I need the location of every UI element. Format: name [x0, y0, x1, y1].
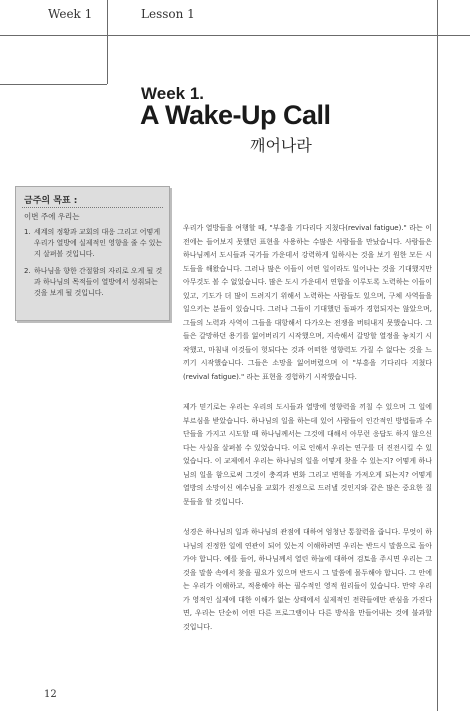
body-paragraph: 성경은 하나님의 일과 하나님의 관점에 대하여 엄청난 통찰력을 줍니다. 무엇이 하나님의 진정한 일에 연관이 되어 있는지 이해하려면 우리는 반드시 말씀으로 돌아가야 합니다. 예를 들어, 하나님께서 열린 하늘에 대하여 검토을 주시면 우리는 그것을 말씀 속에서 찾을 필요가 있으며 반드시 그 말씀에 몰두해야 합니다. 그 안에는 우리가 이해하고, 적용해야 하는 필수적인 영적 원리들이 있습니다. 만약 우리가 영적인 실제에 대한 이해가 없는 상태에서 실제적인 전략들에만 관심을 가진다면, 우리는 단순히 어떤 다른 프로그램이나 다른 방식을 만들어내는 것에 불과할 것입니다. [183, 528, 432, 631]
header-divider-horizontal [0, 84, 107, 85]
week-label: Week 1. [141, 84, 205, 103]
goal-item [24, 227, 163, 260]
page-title: A Wake-Up Call [140, 100, 331, 130]
goal-text: 세계의 정황과 교회의 대응 그리고 어떻게 우리가 열방에 실제적인 영향을 줄 수 있는지 살펴볼 것입니다. [34, 228, 163, 258]
goals-intro: 이번 주에 우리는 [24, 212, 80, 221]
body-paragraph: 우리가 열방들을 여행할 때, "부흥을 기다리다 지쳤다(revival fatigue)." 라는 이전에는 들어보지 못했던 표현을 사용하는 수많은 사람들을 만났습니다. 사람들은 하나님께서 도시들과 국가들 가운데서 강력하게 일하시는 것을 보기 원한 모든 시도들을 해왔습니다. 그러나 많은 이들이 어떤 일이라도 일어나는 것을 기대했지만 아무것도 볼 수 없었습니다. 많은 도시 가운데서 연합을 이루도록 노력하는 이들이 있고, 기도가 더 많이 드려지기 위해서 노력하는 사람들도 있으며, 구체 사역들을 일으키는 분들이 있습니다. 그러나 그들이 기대했던 돌파가 경험되지는 않았으며, 그들의 노력과 사역이 그들을 대항해서 다가오는 전쟁을 버티내지 못했습니다. 그들은 갈망하던 용기를 잃어버리기 시작했으며, 지속해서 갈망할 열정을 놓치기 시작했고, 마침내 이것들이 헛되다는 것과 어떠한 영향력도 가질 수 없다는 것을 느끼기 시작했습니다. 그들은 소망을 잃어버렸으며 이 "부흥을 기다리다 지쳤다(revival fatigue)." 라는 표현을 경험하기 시작했습니다. [183, 224, 432, 381]
goals-heading: 금주의 목표 : [24, 196, 78, 206]
goals-divider [22, 207, 163, 208]
body-text [183, 222, 432, 651]
running-header [0, 0, 470, 36]
weekly-goals-box [15, 186, 170, 321]
korean-subtitle: 깨어나라 [250, 136, 312, 155]
header-divider-vertical [107, 0, 108, 84]
right-margin-rule [437, 0, 438, 711]
header-week: Week 1 [48, 7, 93, 21]
goal-number: 2. [24, 267, 31, 275]
goal-text: 하나님을 향한 간절함의 자리로 오게 될 것과 하나님의 목적들이 열방에서 성취되는 것을 보게 될 것입니다. [34, 267, 163, 297]
body-paragraph: 제가 믿기로는 우리는 우리의 도시들과 열방에 영향력을 끼칠 수 있으며 그 일에 부르심을 받았습니다. 하나님의 일을 하는데 있어 사람들이 인간적인 방법들과 수단들을 가지고 시도할 때 하나님께서는 그것에 대해서 아무런 응답도 하지 않으신다는 사실을 살펴볼 수 있었습니다. 이로 인해서 우리는 연구를 더 진전시킬 수 있었습니다. 이 교제에서 우리는 하나님의 일을 어떻게 찾을 수 있는지? 어떻게 하나님의 일을 함으로써 그것이 충격과 변화 그리고 변혁을 가져오게 되는지? 어떻게 열방의 소망이신 예수님을 교회가 진정으로 드러낼 것인지와 같은 많은 중요한 질문들을 할 것입니다. [183, 403, 432, 506]
header-lesson: Lesson 1 [141, 7, 195, 21]
goal-item [24, 266, 163, 299]
page-number: 12 [44, 689, 57, 700]
goals-list [24, 227, 163, 305]
goal-number: 1. [24, 228, 31, 236]
